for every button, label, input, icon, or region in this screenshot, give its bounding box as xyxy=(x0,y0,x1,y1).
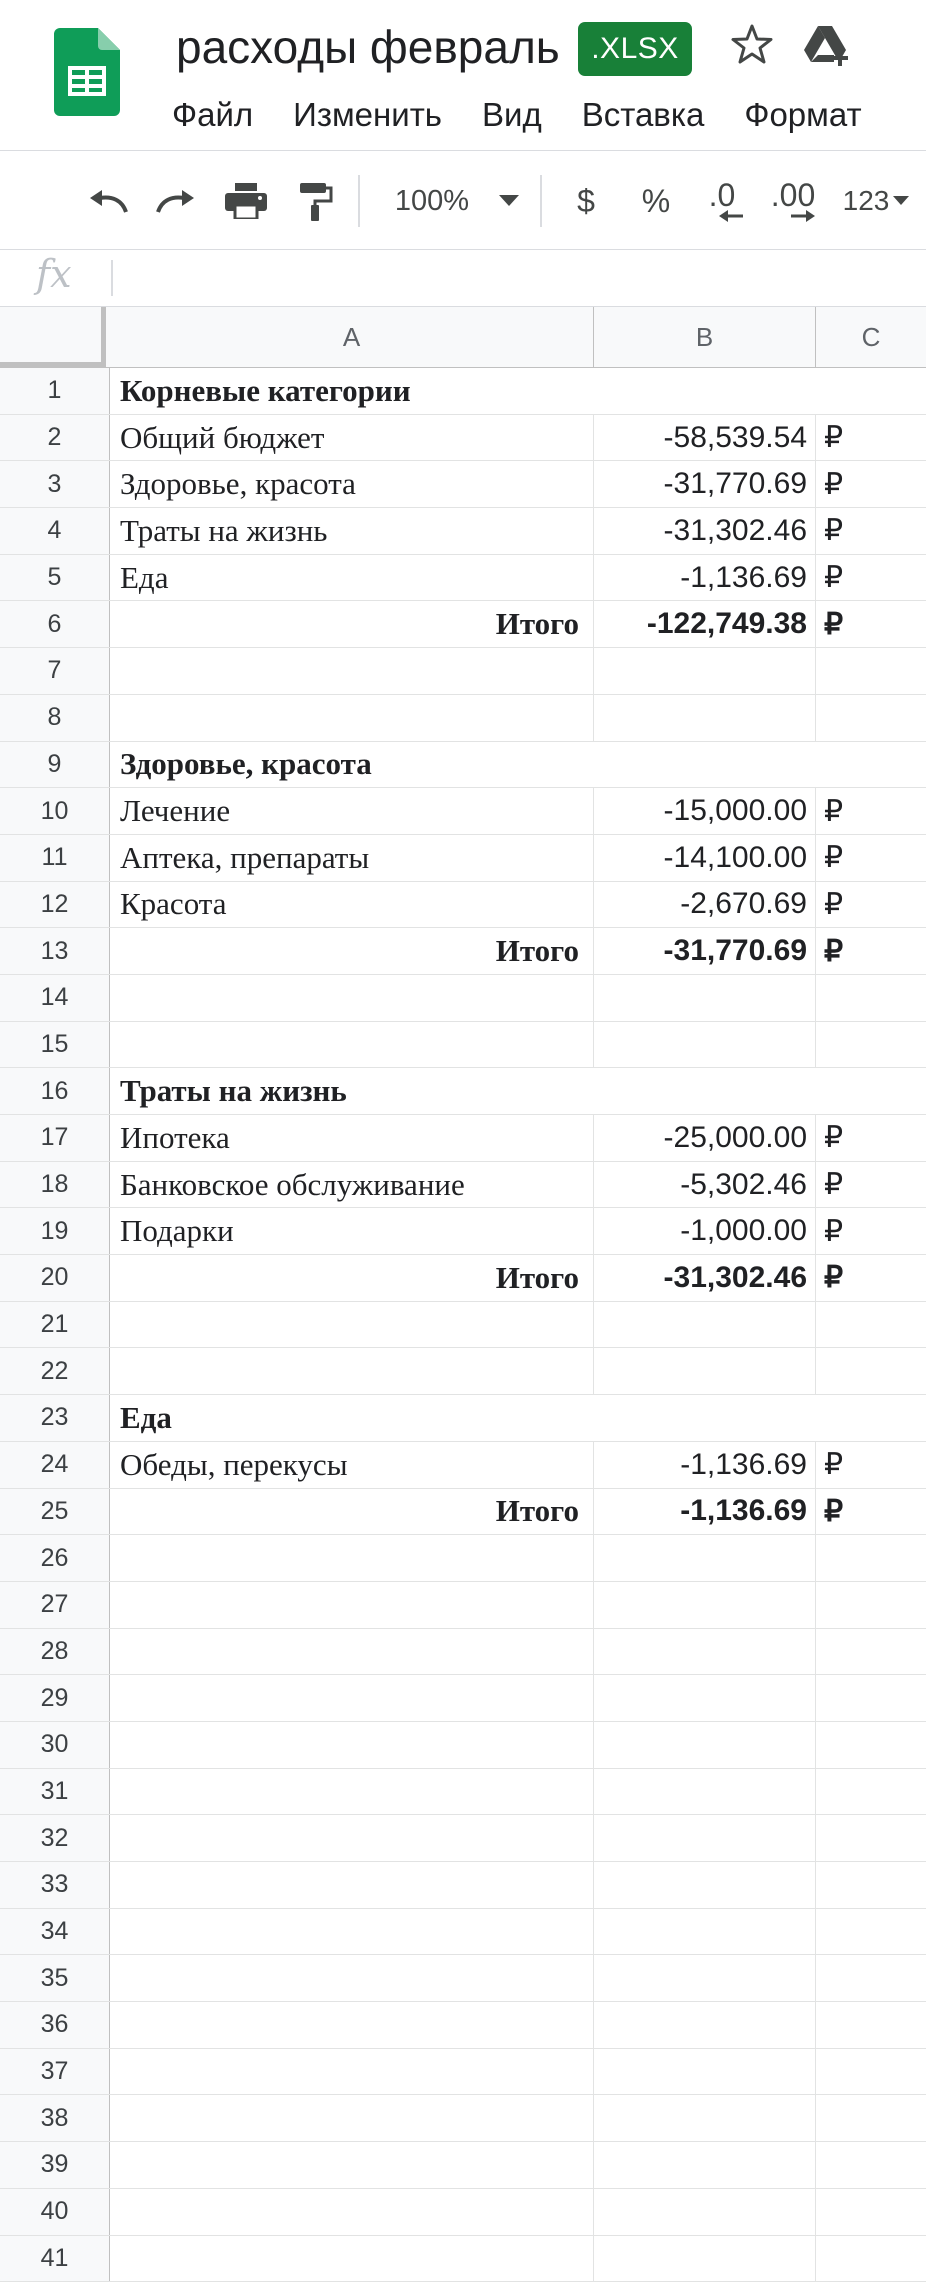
cell-a[interactable] xyxy=(110,648,594,694)
cell-b[interactable] xyxy=(594,2236,816,2282)
cell-c[interactable] xyxy=(816,1909,926,1955)
row-header[interactable]: 2 xyxy=(0,415,110,461)
table-row xyxy=(0,788,926,835)
menu-format[interactable]: Формат xyxy=(744,96,861,134)
row-header[interactable]: 33 xyxy=(0,1862,110,1908)
toolbar xyxy=(0,151,926,250)
cell-a[interactable]: Подарки xyxy=(110,1208,594,1254)
row-header[interactable]: 41 xyxy=(0,2236,110,2282)
percent-format-button[interactable] xyxy=(636,177,676,225)
cell-a[interactable] xyxy=(110,1675,594,1721)
table-row xyxy=(0,1162,926,1209)
cell-b[interactable]: -31,302.46 xyxy=(594,508,816,554)
table-row xyxy=(0,1909,926,1956)
cell-b[interactable]: -1,136.69 xyxy=(594,1442,816,1488)
row-header[interactable]: 30 xyxy=(0,1722,110,1768)
cell-b[interactable] xyxy=(594,1629,816,1675)
cell-c[interactable] xyxy=(816,648,926,694)
row-header[interactable]: 31 xyxy=(0,1769,110,1815)
row-header[interactable]: 24 xyxy=(0,1442,110,1488)
cell-c[interactable]: ₽ xyxy=(816,928,926,974)
cell-a[interactable]: Лечение xyxy=(110,788,594,834)
table-row xyxy=(0,882,926,929)
cell-b[interactable] xyxy=(594,2095,816,2141)
cell-b[interactable]: -2,670.69 xyxy=(594,882,816,928)
move-to-drive-icon[interactable] xyxy=(800,22,854,70)
menu-insert[interactable]: Вставка xyxy=(582,96,705,134)
cell-b[interactable]: -1,136.69 xyxy=(594,555,816,601)
cell-b[interactable] xyxy=(594,1582,816,1628)
cell-a[interactable] xyxy=(110,975,594,1021)
paint-format-button[interactable] xyxy=(292,177,340,225)
undo-button[interactable] xyxy=(84,177,132,225)
cell-b[interactable] xyxy=(594,1815,816,1861)
cell-c[interactable]: ₽ xyxy=(816,882,926,928)
cell-b[interactable]: -14,100.00 xyxy=(594,835,816,881)
cell-c[interactable] xyxy=(816,2095,926,2141)
cell-c[interactable] xyxy=(816,2049,926,2095)
row-header[interactable]: 18 xyxy=(0,1162,110,1208)
cell-c[interactable] xyxy=(816,1022,926,1068)
cell-b[interactable]: -31,302.46 xyxy=(594,1255,816,1301)
table-row xyxy=(0,1535,926,1582)
table-row xyxy=(0,508,926,555)
decrease-decimal-label: .0 xyxy=(709,180,736,210)
cell-b[interactable] xyxy=(594,695,816,741)
row-header[interactable]: 13 xyxy=(0,928,110,974)
cell-a[interactable]: Итого xyxy=(110,1489,594,1535)
row-header[interactable]: 17 xyxy=(0,1115,110,1161)
cell-c[interactable]: ₽ xyxy=(816,835,926,881)
row-header[interactable]: 29 xyxy=(0,1675,110,1721)
cell-c[interactable] xyxy=(816,1769,926,1815)
cell-b[interactable] xyxy=(594,975,816,1021)
row-header[interactable]: 15 xyxy=(0,1022,110,1068)
row-header[interactable]: 1 xyxy=(0,368,110,414)
row-header[interactable]: 21 xyxy=(0,1302,110,1348)
table-row xyxy=(0,555,926,602)
increase-decimal-label: .00 xyxy=(771,180,815,210)
percent-symbol: % xyxy=(642,183,670,220)
cell-b[interactable]: -31,770.69 xyxy=(594,928,816,974)
table-row xyxy=(0,1675,926,1722)
column-header-a[interactable]: A xyxy=(110,307,594,367)
table-row xyxy=(0,1022,926,1069)
decrease-decimal-button[interactable] xyxy=(694,177,750,225)
cell-a[interactable] xyxy=(110,1582,594,1628)
cell-c[interactable] xyxy=(816,1862,926,1908)
cell-a[interactable]: Итого xyxy=(110,928,594,974)
table-row xyxy=(0,1862,926,1909)
print-icon xyxy=(225,183,267,219)
cell-b[interactable] xyxy=(594,1675,816,1721)
menu-file[interactable]: Файл xyxy=(172,96,253,134)
cell-c[interactable]: ₽ xyxy=(816,461,926,507)
row-header[interactable]: 28 xyxy=(0,1629,110,1675)
fx-icon: fx xyxy=(36,252,72,296)
cell-b[interactable] xyxy=(594,1535,816,1581)
cell-a[interactable] xyxy=(110,2002,594,2048)
table-row xyxy=(0,2236,926,2282)
row-header[interactable]: 14 xyxy=(0,975,110,1021)
cell-a[interactable]: Красота xyxy=(110,882,594,928)
table-row xyxy=(0,601,926,648)
arrow-right-icon xyxy=(791,210,815,222)
cell-c[interactable] xyxy=(816,2236,926,2282)
spreadsheet-grid xyxy=(0,307,926,2282)
table-row xyxy=(0,2095,926,2142)
cell-c[interactable]: ₽ xyxy=(816,1255,926,1301)
row-header[interactable]: 35 xyxy=(0,1955,110,2001)
row-header[interactable]: 36 xyxy=(0,2002,110,2048)
cell-c[interactable] xyxy=(816,1302,926,1348)
cell-a[interactable] xyxy=(110,1815,594,1861)
cell-c[interactable]: ₽ xyxy=(816,788,926,834)
cell-a[interactable] xyxy=(110,1348,594,1394)
table-row xyxy=(0,1955,926,2002)
table-row xyxy=(0,975,926,1022)
table-row xyxy=(0,1395,926,1442)
table-row xyxy=(0,1629,926,1676)
cell-b[interactable] xyxy=(594,1722,816,1768)
currency-symbol: $ xyxy=(577,183,595,220)
row-header[interactable]: 7 xyxy=(0,648,110,694)
row-header[interactable]: 19 xyxy=(0,1208,110,1254)
zoom-dropdown[interactable] xyxy=(494,177,524,225)
cell-a[interactable] xyxy=(110,2236,594,2282)
cell-c[interactable] xyxy=(816,1815,926,1861)
cell-a[interactable] xyxy=(110,695,594,741)
cell-b[interactable] xyxy=(594,1302,816,1348)
table-row xyxy=(0,1302,926,1349)
row-header[interactable]: 5 xyxy=(0,555,110,601)
table-row xyxy=(0,461,926,508)
cell-a[interactable] xyxy=(110,1769,594,1815)
table-row xyxy=(0,2002,926,2049)
cell-c[interactable]: ₽ xyxy=(816,1489,926,1535)
formula-bar xyxy=(0,250,926,307)
table-row xyxy=(0,2142,926,2189)
cell-b[interactable]: -31,770.69 xyxy=(594,461,816,507)
cell-a[interactable] xyxy=(110,1862,594,1908)
table-row xyxy=(0,2189,926,2236)
cell-c[interactable] xyxy=(816,1722,926,1768)
cell-c[interactable] xyxy=(816,2142,926,2188)
toolbar-separator xyxy=(358,175,360,227)
cell-b[interactable] xyxy=(594,2049,816,2095)
arrow-left-icon xyxy=(719,210,743,222)
row-header[interactable]: 22 xyxy=(0,1348,110,1394)
row-header[interactable]: 23 xyxy=(0,1395,110,1441)
row-header[interactable]: 34 xyxy=(0,1909,110,1955)
table-row xyxy=(0,1815,926,1862)
cell-a[interactable]: Обеды, перекусы xyxy=(110,1442,594,1488)
zoom-value: 100% xyxy=(395,185,469,218)
column-header-c[interactable]: C xyxy=(816,307,926,367)
cell-b[interactable]: -25,000.00 xyxy=(594,1115,816,1161)
row-header[interactable]: 38 xyxy=(0,2095,110,2141)
cell-b[interactable]: -15,000.00 xyxy=(594,788,816,834)
cell-a[interactable] xyxy=(110,1302,594,1348)
row-header[interactable]: 16 xyxy=(0,1068,110,1114)
cell-c[interactable] xyxy=(816,1582,926,1628)
star-icon[interactable] xyxy=(728,20,776,68)
undo-icon xyxy=(86,186,130,216)
cell-a[interactable]: Здоровье, красота xyxy=(110,461,594,507)
cell-a[interactable]: Корневые категории xyxy=(110,368,926,414)
table-row xyxy=(0,648,926,695)
cell-b[interactable] xyxy=(594,1769,816,1815)
row-header[interactable]: 12 xyxy=(0,882,110,928)
table-row xyxy=(0,928,926,975)
cell-a[interactable]: Траты на жизнь xyxy=(110,1068,926,1114)
row-header[interactable]: 10 xyxy=(0,788,110,834)
cell-a[interactable]: Итого xyxy=(110,601,594,647)
select-all-corner[interactable] xyxy=(0,307,106,367)
cell-b[interactable] xyxy=(594,1909,816,1955)
cell-a[interactable] xyxy=(110,2049,594,2095)
cell-b[interactable] xyxy=(594,2189,816,2235)
cell-b[interactable] xyxy=(594,2002,816,2048)
table-row xyxy=(0,835,926,882)
redo-button[interactable] xyxy=(152,177,200,225)
cell-a[interactable]: Банковское обслуживание xyxy=(110,1162,594,1208)
cell-c[interactable] xyxy=(816,695,926,741)
row-header[interactable]: 40 xyxy=(0,2189,110,2235)
cell-a[interactable] xyxy=(110,1022,594,1068)
grid-rows xyxy=(0,368,926,2282)
cell-c[interactable] xyxy=(816,2189,926,2235)
row-header[interactable]: 3 xyxy=(0,461,110,507)
menu-bar xyxy=(172,96,862,134)
cell-a[interactable]: Итого xyxy=(110,1255,594,1301)
cell-b[interactable] xyxy=(594,648,816,694)
cell-a[interactable] xyxy=(110,1909,594,1955)
cell-b[interactable] xyxy=(594,1955,816,2001)
toolbar-separator xyxy=(540,175,542,227)
table-row xyxy=(0,742,926,789)
cell-b[interactable] xyxy=(594,2142,816,2188)
row-header[interactable]: 26 xyxy=(0,1535,110,1581)
cell-a[interactable]: Ипотека xyxy=(110,1115,594,1161)
cell-a[interactable] xyxy=(110,1629,594,1675)
app-header xyxy=(0,0,926,151)
increase-decimal-button[interactable] xyxy=(762,177,824,225)
row-header[interactable]: 32 xyxy=(0,1815,110,1861)
table-row xyxy=(0,1769,926,1816)
table-row xyxy=(0,1442,926,1489)
cell-b[interactable]: -1,136.69 xyxy=(594,1489,816,1535)
more-formats-label: 123 xyxy=(843,185,890,217)
zoom-select[interactable] xyxy=(392,177,472,225)
row-header[interactable]: 11 xyxy=(0,835,110,881)
cell-a[interactable] xyxy=(110,2189,594,2235)
cell-a[interactable] xyxy=(110,1955,594,2001)
cell-b[interactable]: -122,749.38 xyxy=(594,601,816,647)
paint-format-icon xyxy=(298,181,334,221)
cell-c[interactable]: ₽ xyxy=(816,415,926,461)
document-title[interactable]: расходы февраль xyxy=(176,20,560,74)
table-row xyxy=(0,695,926,742)
cell-b[interactable]: -58,539.54 xyxy=(594,415,816,461)
cell-b[interactable]: -5,302.46 xyxy=(594,1162,816,1208)
row-header[interactable]: 6 xyxy=(0,601,110,647)
table-row xyxy=(0,1348,926,1395)
formula-separator xyxy=(111,260,113,296)
menu-edit[interactable]: Изменить xyxy=(293,96,442,134)
table-row xyxy=(0,2049,926,2096)
cell-c[interactable]: ₽ xyxy=(816,508,926,554)
cell-c[interactable]: ₽ xyxy=(816,1208,926,1254)
cell-c[interactable] xyxy=(816,1535,926,1581)
redo-icon xyxy=(154,186,198,216)
table-row xyxy=(0,415,926,462)
cell-c[interactable] xyxy=(816,1675,926,1721)
sheets-logo-icon[interactable] xyxy=(54,28,120,116)
row-header[interactable]: 39 xyxy=(0,2142,110,2188)
cell-a[interactable] xyxy=(110,1535,594,1581)
cell-a[interactable]: Еда xyxy=(110,555,594,601)
cell-a[interactable] xyxy=(110,1722,594,1768)
currency-format-button[interactable] xyxy=(566,177,606,225)
chevron-down-icon xyxy=(499,195,519,207)
cell-a[interactable] xyxy=(110,2142,594,2188)
row-header[interactable]: 20 xyxy=(0,1255,110,1301)
cell-c[interactable] xyxy=(816,1348,926,1394)
cell-a[interactable]: Еда xyxy=(110,1395,926,1441)
cell-b[interactable] xyxy=(594,1862,816,1908)
cell-a[interactable]: Траты на жизнь xyxy=(110,508,594,554)
table-row xyxy=(0,368,926,415)
row-header[interactable]: 37 xyxy=(0,2049,110,2095)
row-header[interactable]: 8 xyxy=(0,695,110,741)
print-button[interactable] xyxy=(222,177,270,225)
more-formats-button[interactable] xyxy=(834,177,918,225)
cell-a[interactable] xyxy=(110,2095,594,2141)
cell-c[interactable]: ₽ xyxy=(816,1162,926,1208)
row-header[interactable]: 25 xyxy=(0,1489,110,1535)
table-row xyxy=(0,1722,926,1769)
cell-c[interactable] xyxy=(816,2002,926,2048)
cell-b[interactable] xyxy=(594,1348,816,1394)
row-header[interactable]: 27 xyxy=(0,1582,110,1628)
cell-c[interactable]: ₽ xyxy=(816,1115,926,1161)
table-row xyxy=(0,1208,926,1255)
table-row xyxy=(0,1115,926,1162)
cell-b[interactable] xyxy=(594,1022,816,1068)
cell-a[interactable]: Общий бюджет xyxy=(110,415,594,461)
table-row xyxy=(0,1068,926,1115)
cell-b[interactable]: -1,000.00 xyxy=(594,1208,816,1254)
cell-a[interactable]: Аптека, препараты xyxy=(110,835,594,881)
cell-c[interactable] xyxy=(816,975,926,1021)
row-header[interactable]: 4 xyxy=(0,508,110,554)
table-row xyxy=(0,1489,926,1536)
table-row xyxy=(0,1582,926,1629)
column-header-b[interactable]: B xyxy=(594,307,816,367)
cell-c[interactable]: ₽ xyxy=(816,1442,926,1488)
row-header[interactable]: 9 xyxy=(0,742,110,788)
chevron-down-icon xyxy=(893,196,909,206)
menu-view[interactable]: Вид xyxy=(482,96,542,134)
cell-a[interactable]: Здоровье, красота xyxy=(110,742,926,788)
cell-c[interactable] xyxy=(816,1955,926,2001)
cell-c[interactable]: ₽ xyxy=(816,601,926,647)
cell-c[interactable]: ₽ xyxy=(816,555,926,601)
column-headers xyxy=(0,307,926,368)
table-row xyxy=(0,1255,926,1302)
cell-c[interactable] xyxy=(816,1629,926,1675)
file-format-badge: .XLSX xyxy=(578,22,692,76)
